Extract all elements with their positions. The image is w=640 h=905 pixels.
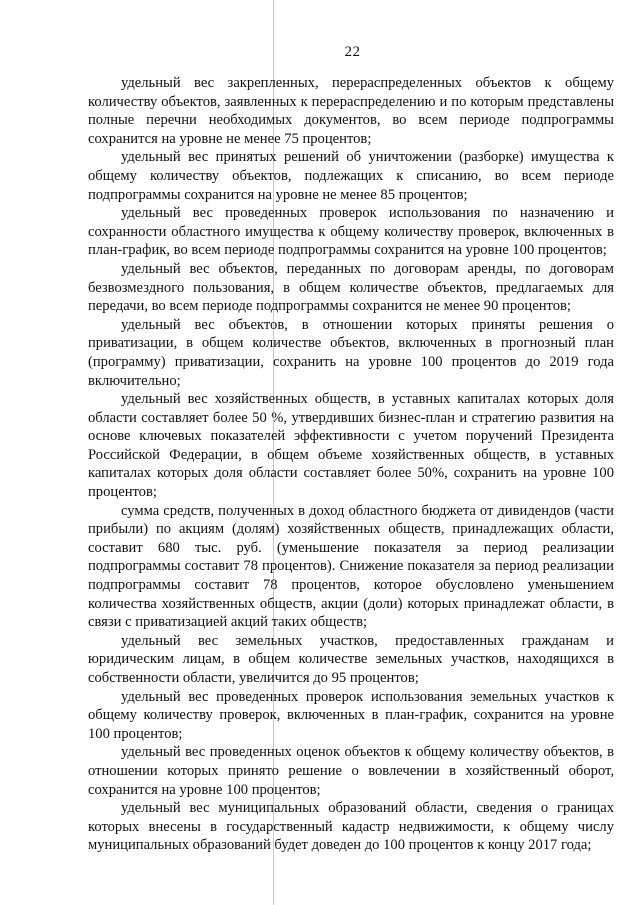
paragraph: удельный вес земельных участков, предоставленных гражданам и юридическим лицам, в общем количестве земельных участков, находящихся в собственности области, увеличится до 95 процентов;	[88, 632, 614, 686]
paragraph: удельный вес проведенных проверок использования по назначению и сохранности областного имущества к общему количеству проверок, включенных в план-график, во всем периоде подпрограммы сохранится на уровне 100 процентов;	[88, 205, 614, 259]
paragraph: удельный вес хозяйственных обществ, в уставных капиталах которых доля области составляет более 50 %, утвердивших бизнес-план и стратегию развития на основе ключевых показателей эффективности с учетом поручений Президента Российской Федерации, в общем объеме хозяйственных обществ, в уставных капиталах которых доля области составляет более 50%, сохранить на уровне 100 процентов;	[88, 391, 614, 501]
body-text	[88, 74, 614, 855]
page-number: 22	[344, 44, 361, 60]
paragraph: удельный вес объектов, в отношении которых приняты решения о приватизации, в общем количестве объектов, включенных в прогнозный план (программу) приватизации, сохранить на уровне 100 процентов до 2019 года включительно;	[88, 316, 614, 389]
paragraph: сумма средств, полученных в доход областного бюджета от дивидендов (части прибыли) по акциям (долям) хозяйственных обществ, принадлежащих области, составит 680 тыс. руб. (уменьшение показателя за период реализации подпрограммы составит 78 процентов). Снижение показателя за период реализации подпрограммы составит 78 процентов, которое обусловлено уменьшением количества хозяйственных обществ, акции (доли) которых принадлежат области, в связи с приватизацией акций таких обществ;	[88, 502, 614, 631]
paragraph: удельный вес закрепленных, перераспределенных объектов к общему количеству объектов, заявленных к перераспределению и по которым представлены полные перечни необходимых документов, во всем периоде подпрограммы сохранится на уровне не менее 75 процентов;	[88, 75, 614, 147]
paragraph: удельный вес муниципальных образований области, сведения о границах которых внесены в государственный кадастр недвижимости, к общему числу муниципальных образований будет доведен до 100 процентов к концу 2017 года;	[88, 800, 614, 854]
paragraph: удельный вес проведенных оценок объектов к общему количеству объектов, в отношении которых принято решение о вовлечении в хозяйственный оборот, сохранится на уровне 100 процентов;	[88, 744, 614, 798]
paragraph: удельный вес принятых решений об уничтожении (разборке) имущества к общему количеству объектов, подлежащих к списанию, во всем периоде подпрограммы сохранится на уровне не менее 85 процентов;	[88, 149, 614, 203]
paragraph: удельный вес объектов, переданных по договорам аренды, по договорам безвозмездного пользования, в общем количестве объектов, предлагаемых для передачи, во всем периоде подпрограммы сохранится не менее 90 процентов;	[88, 260, 614, 315]
paragraph: удельный вес проведенных проверок использования земельных участков к общему количеству проверок, включенных в план-график, сохранится на уровне 100 процентов;	[88, 688, 614, 742]
